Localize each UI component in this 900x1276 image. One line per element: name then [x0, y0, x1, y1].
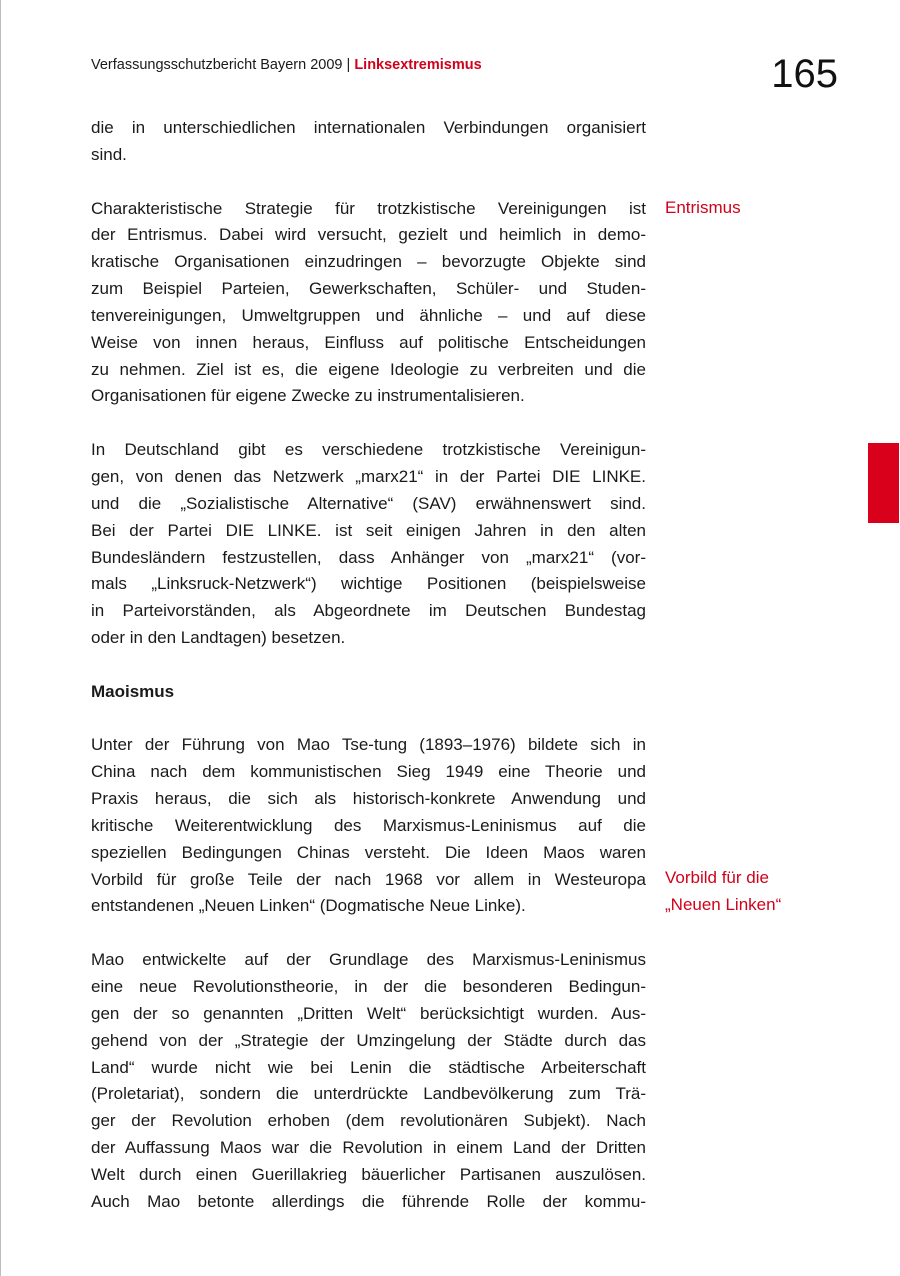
text-line: Bundesländern festzustellen, dass Anhänger von „marx21“ (vor-	[91, 547, 646, 567]
text-line: entstandenen „Neuen Linken“ (Dogmatische Neue Linke).	[91, 896, 526, 916]
paragraph	[91, 732, 646, 920]
running-header	[91, 57, 482, 73]
text-line: tenvereinigungen, Umweltgruppen und ähnliche – und auf diese	[91, 305, 646, 325]
text-line: zum Beispiel Parteien, Gewerkschaften, Schüler- und Studen-	[91, 279, 646, 299]
text-line: Vorbild für große Teile der nach 1968 vor allem in Westeuropa	[91, 869, 646, 889]
publication-title: Verfassungsschutzbericht Bayern 2009	[91, 57, 343, 73]
text-line: Weise von innen heraus, Einfluss auf politische Entscheidungen	[91, 332, 646, 352]
page-edge	[0, 0, 1, 1276]
text-line: In Deutschland gibt es verschiedene trotzkistische Vereinigun-	[91, 440, 646, 460]
text-line: Organisationen für eigene Zwecke zu instrumentalisieren.	[91, 386, 525, 406]
text-line: Bei der Partei DIE LINKE. ist seit einigen Jahren in den alten	[91, 520, 646, 540]
text-line: gehend von der „Strategie der Umzingelung der Städte durch das	[91, 1030, 646, 1050]
text-line: der Entrismus. Dabei wird versucht, gezielt und heimlich in demo-	[91, 225, 646, 245]
text-line: gen der so genannten „Dritten Welt“ berücksichtigt wurden. Aus-	[91, 1003, 646, 1023]
text-line: gen, von denen das Netzwerk „marx21“ in der Partei DIE LINKE.	[91, 466, 646, 486]
page-number: 165	[771, 52, 838, 96]
text-line: und die „Sozialistische Alternative“ (SAV) erwähnenswert sind.	[91, 493, 646, 513]
section-title: Linksextremismus	[354, 57, 482, 73]
text-line: ger der Revolution erhoben (dem revolutionären Subjekt). Nach	[91, 1111, 646, 1131]
text-line: Mao entwickelte auf der Grundlage des Marxismus-Leninismus	[91, 950, 646, 970]
section-heading: Maoismus	[91, 681, 175, 701]
text-line: die in unterschiedlichen internationalen Verbindungen organisiert	[91, 118, 646, 137]
text-line: oder in den Landtagen) besetzen.	[91, 628, 346, 648]
text-line: kritische Weiterentwicklung des Marxismus-Leninismus auf die	[91, 815, 646, 835]
text-line: Praxis heraus, die sich als historisch-konkrete Anwendung und	[91, 789, 646, 809]
text-line: sind.	[91, 144, 127, 164]
header-separator: |	[342, 57, 355, 73]
text-line: Land“ wurde nicht wie bei Lenin die städtische Arbeiterschaft	[91, 1057, 646, 1077]
paragraph	[91, 947, 646, 1215]
text-line: Charakteristische Strategie für trotzkistische Vereinigungen ist	[91, 198, 646, 218]
margin-note-line: Vorbild für die	[665, 868, 769, 887]
text-line: zu nehmen. Ziel ist es, die eigene Ideologie zu verbreiten und die	[91, 359, 646, 379]
text-line: Auch Mao betonte allerdings die führende Rolle der kommu-	[91, 1191, 646, 1211]
margin-note-line: Entrismus	[665, 197, 741, 217]
text-line: in Parteivorständen, als Abgeordnete im Deutschen Bundestag	[91, 601, 646, 621]
margin-note-line: „Neuen Linken“	[665, 894, 782, 914]
text-line: Unter der Führung von Mao Tse-tung (1893–1976) bildete sich in	[91, 735, 646, 755]
text-line: mals „Linksruck-Netzwerk“) wichtige Positionen (beispielsweise	[91, 574, 646, 594]
paragraph	[91, 437, 646, 652]
chapter-tab-marker	[868, 443, 899, 523]
margin-note-vorbild	[665, 865, 781, 919]
paragraph	[91, 196, 646, 411]
text-line: Welt durch einen Guerillakrieg bäuerlicher Partisanen auszulösen.	[91, 1164, 646, 1184]
text-line: China nach dem kommunistischen Sieg 1949 eine Theorie und	[91, 762, 646, 782]
text-line: speziellen Bedingungen Chinas versteht. Die Ideen Maos waren	[91, 842, 646, 862]
body-text	[91, 115, 646, 1242]
text-line: der Auffassung Maos war die Revolution in einem Land der Dritten	[91, 1138, 646, 1158]
text-line: (Proletariat), sondern die unterdrückte Landbevölkerung zum Trä-	[91, 1084, 646, 1104]
paragraph	[91, 115, 646, 169]
text-line: kratische Organisationen einzudringen – bevorzugte Objekte sind	[91, 252, 646, 272]
text-line: eine neue Revolutionstheorie, in der die besonderen Bedingun-	[91, 977, 646, 996]
margin-note-entrismus	[665, 195, 741, 222]
